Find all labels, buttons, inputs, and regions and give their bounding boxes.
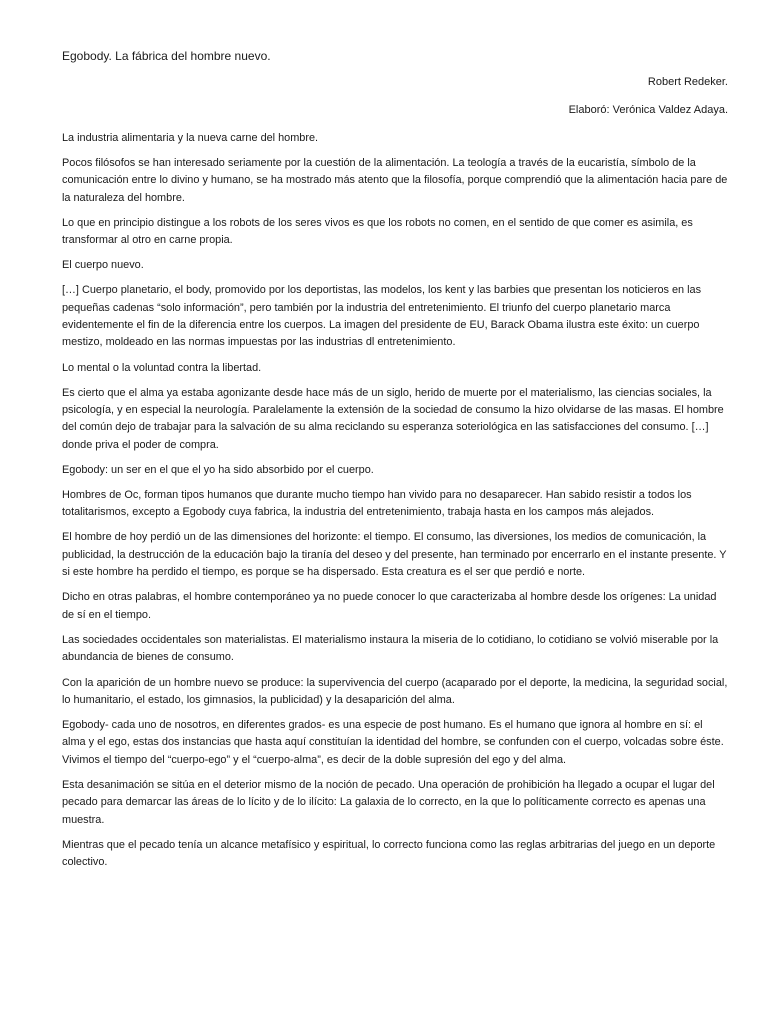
document-title: Egobody. La fábrica del hombre nuevo. bbox=[62, 49, 271, 63]
paragraph-men-of-oc: Hombres de Oc, forman tipos humanos que durante mucho tiempo han vivido para no desaparecer. Han sabido resistir a todos los totalitarismos, excepto a Egobody cuya fabrica, la industria del entretenimiento, trabaja hasta en los campos más alejados. bbox=[62, 488, 692, 519]
paragraph-philosophers-food: Pocos filósofos se han interesado seriamente por la cuestión de la alimentación. La teología a través de la eucaristía, símbolo de la comunicación entre lo divino y humano, se ha mostrado más atento que la filosofía, porque comprendió que la alimentación hacia pare de la naturaleza del hombre. bbox=[62, 157, 728, 204]
paragraph-planetary-body: […] Cuerpo planetario, el body, promovido por los deportistas, las modelos, los kent y las barbies que presentan los noticieros en las pequeñas cadenas “solo información”, pero también por la industria del entretenimiento. El triunfo del cuerpo planetario marca evidentemente el fin de la diferencia entre los cuerpos. La imagen del presidente de EU, Barack Obama ilustra este éxito: un cuerpo mestizo, moldeado en las normas impuestas por las industrias dl entretenimiento. bbox=[62, 284, 702, 349]
section-heading-new-body: El cuerpo nuevo. bbox=[62, 259, 144, 272]
paragraph-new-man: Con la aparición de un hombre nuevo se produce: la supervivencia del cuerpo (acaparado por el deporte, la medicina, la seguridad social, lo humanitario, el estado, los gimnasios, la publicidad) y la desaparición del alma. bbox=[62, 676, 728, 706]
paragraph-lost-time: El hombre de hoy perdió un de las dimensiones del horizonte: el tiempo. El consumo, las diversiones, los medios de comunicación, la publicidad, la destrucción de la educación bajo la tiranía del deseo y del presente, han terminado por encerrarlo en el instante presente. Y si este hombre ha perdido el tiempo, es porque se ha dispersado. Esta creatura es el ser que perdió e norte. bbox=[62, 531, 727, 579]
paragraph-post-human: Egobody- cada uno de nosotros, en diferentes grados- es una especie de post humano. Es el humano que ignora al hombre en sí: el alma y el ego, estas dos instancias que hasta aquí constituían la identidad del hombre, se confunden con el cuerpo, volcadas sobre éste. Vivimos el tiempo del “cuerpo-ego” y el “cuerpo-alma”, es decir de la doble supresión del ego y del alma. bbox=[62, 719, 724, 766]
author-line: Robert Redeker. bbox=[647, 76, 728, 88]
paragraph-soul-agonizing: Es cierto que el alma ya estaba agonizante desde hace más de un siglo, herido de muerte por el materialismo, las ciencias sociales, la psicología, y en especial la neurología. Paralelamente la extensión de la sociedad de consumo la hizo olvidarse de las masas. El hombre del común dejo de trabajar para la salvación de su alma reciclando su esperanza soteriológica en las satisfacciones del consumo. […] donde priva el poder de compra. bbox=[62, 386, 724, 451]
paragraph-robots-eat: Lo que en principio distingue a los robots de los seres vivos es que los robots no comen, en el sentido de que comer es asimila, es transformar al otro en carne propia. bbox=[62, 216, 693, 247]
section-heading-mental-will: Lo mental o la voluntad contra la libertad. bbox=[62, 361, 262, 374]
prepared-by-line: Elaboró: Verónica Valdez Adaya. bbox=[568, 104, 728, 116]
paragraph-unity-of-self: Dicho en otras palabras, el hombre contemporáneo ya no puede conocer lo que caracterizaba al hombre desde los orígenes: La unidad de sí en el tiempo. bbox=[62, 591, 717, 621]
paragraph-materialist-societies: Las sociedades occidentales son materialistas. El materialismo instaura la miseria de lo cotidiano, lo cotidiano se volvió miserable por la abundancia de bienes de consumo. bbox=[62, 633, 719, 664]
paragraph-desanimation: Esta desanimación se sitúa en el deterior mismo de la noción de pecado. Una operación de prohibición ha llegado a ocupar el lugar del pecado para demarcar las áreas de lo lícito y de lo ilícito: La galaxia de lo correcto, en la que lo políticamente correcto es apenas una muestra. bbox=[62, 779, 715, 826]
paragraph-sin-vs-correct: Mientras que el pecado tenía un alcance metafísico y espiritual, lo correcto funciona como las reglas arbitrarias del juego en un deporte colectivo. bbox=[62, 838, 716, 869]
section-heading-egobody: Egobody: un ser en el que el yo ha sido absorbido por el cuerpo. bbox=[62, 463, 374, 476]
section-heading-food-industry: La industria alimentaria y la nueva carne del hombre. bbox=[62, 132, 319, 144]
